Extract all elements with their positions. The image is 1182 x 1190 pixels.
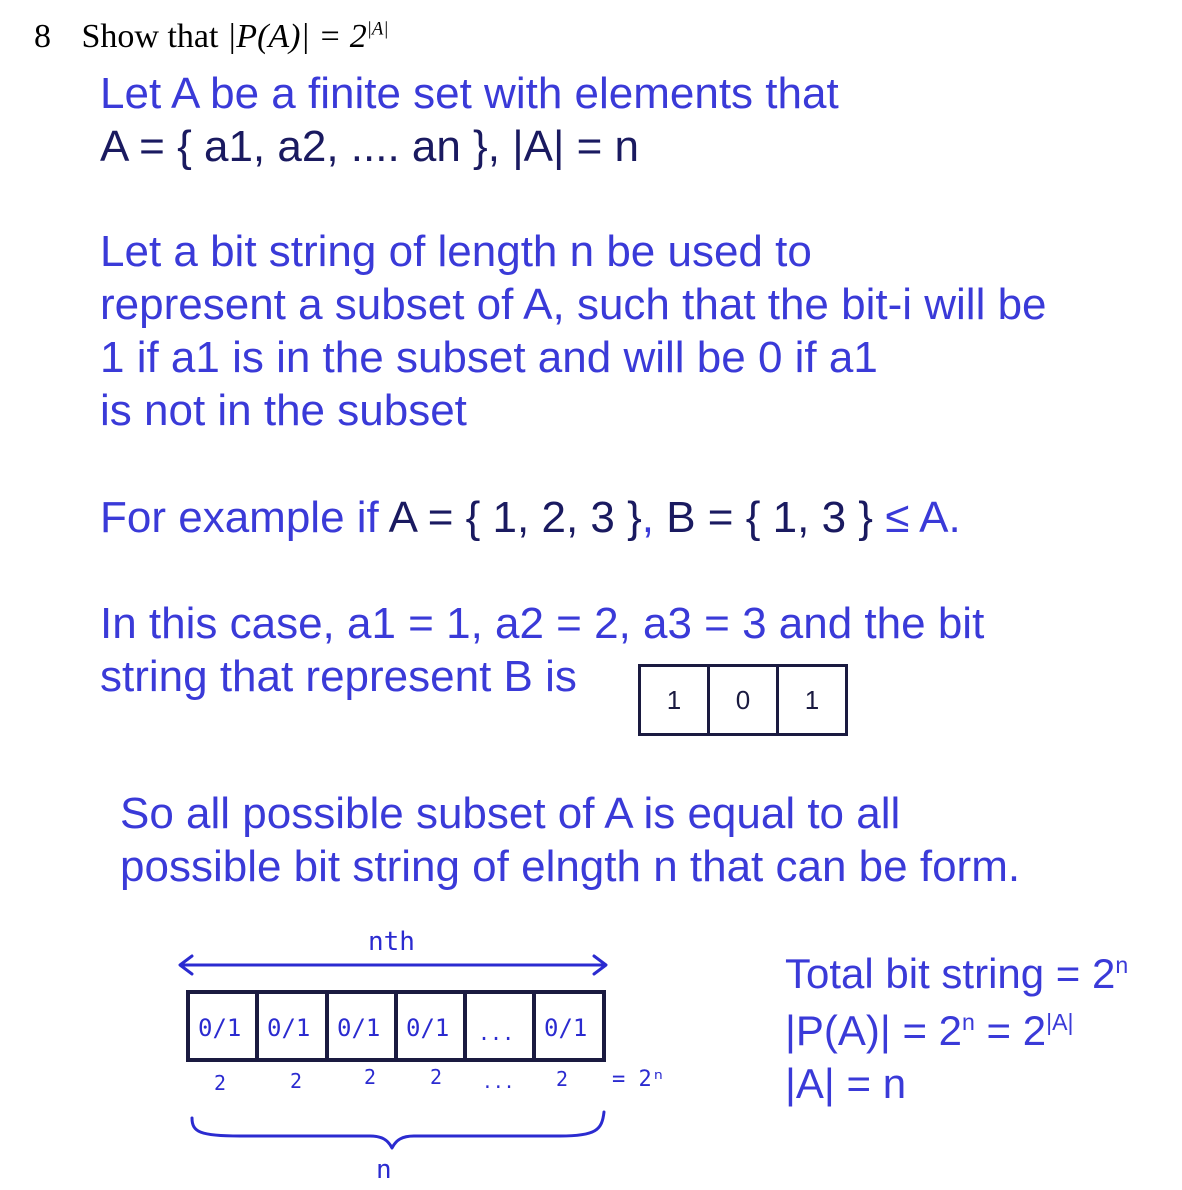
diagram-cell: 0/1 xyxy=(337,1014,381,1042)
text-line-9: string that represent B is xyxy=(100,652,577,701)
example-prefix: For example if xyxy=(100,493,389,542)
diagram-cell: ... xyxy=(478,1021,515,1045)
diagram-cell: 0/1 xyxy=(406,1014,450,1042)
diagram-cell: 0/1 xyxy=(198,1014,242,1042)
text-line-1: Let A be a finite set with elements that xyxy=(100,69,839,118)
bit-cell-3: 1 xyxy=(804,684,820,715)
question-number: 8 xyxy=(34,18,51,55)
power-set-eq: |P(A)| = 2 xyxy=(785,1007,963,1054)
example-set-b: B = { 1, 3 } xyxy=(666,493,873,542)
diagram-cell: 0/1 xyxy=(267,1014,311,1042)
total-exp: n xyxy=(1115,952,1129,978)
text-line-8: In this case, a1 = 1, a2 = 2, a3 = 3 and the bit xyxy=(100,599,985,648)
diagram-count: 2 xyxy=(290,1069,303,1093)
bit-cell-1: 1 xyxy=(641,667,710,733)
diagram-count: ... xyxy=(482,1072,515,1093)
n-label: n xyxy=(376,1155,392,1185)
text-line-5: 1 if a1 is in the subset and will be 0 if a1 xyxy=(100,333,878,382)
bit-cell-2: 0 xyxy=(710,667,779,733)
diagram-count: 2 xyxy=(430,1065,443,1089)
power-set-eq-2: = 2 xyxy=(974,1007,1047,1054)
text-line-10: So all possible subset of A is equal to all xyxy=(120,789,901,838)
nth-label: nth xyxy=(368,927,415,957)
power-set-exp-n: n xyxy=(962,1009,975,1035)
question-prompt: Show that xyxy=(81,18,219,55)
text-line-4: represent a subset of A, such that the bit-i will be xyxy=(100,280,1047,329)
curly-brace xyxy=(192,1112,604,1148)
diagram-cell: 0/1 xyxy=(544,1014,588,1042)
text-line-6: is not in the subset xyxy=(100,386,467,435)
diagram-equals: = 2ⁿ xyxy=(612,1067,665,1092)
total-line-1 xyxy=(785,950,1129,997)
text-line-2: A = { a1, a2, .... an }, |A| = n xyxy=(100,122,640,171)
example-comma: , xyxy=(641,493,667,542)
total-bit-string: Total bit string = 2 xyxy=(785,950,1116,997)
total-line-3: |A| = n xyxy=(785,1060,907,1107)
diagram-count: 2 xyxy=(364,1065,377,1089)
diagram-count: 2 xyxy=(214,1071,227,1095)
total-line-2 xyxy=(785,1007,1074,1054)
text-line-3: Let a bit string of length n be used to xyxy=(100,227,812,276)
example-set-a: A = { 1, 2, 3 } xyxy=(388,493,642,542)
power-set-exp-a: |A| xyxy=(1046,1009,1074,1035)
diagram-count: 2 xyxy=(556,1067,569,1091)
question-exp: |A| xyxy=(366,18,389,40)
text-line-11: possible bit string of elngth n that can be form. xyxy=(120,842,1021,891)
question-lhs: |P(A)| = 2 xyxy=(226,18,367,55)
example-subset: ≤ A. xyxy=(872,493,961,542)
